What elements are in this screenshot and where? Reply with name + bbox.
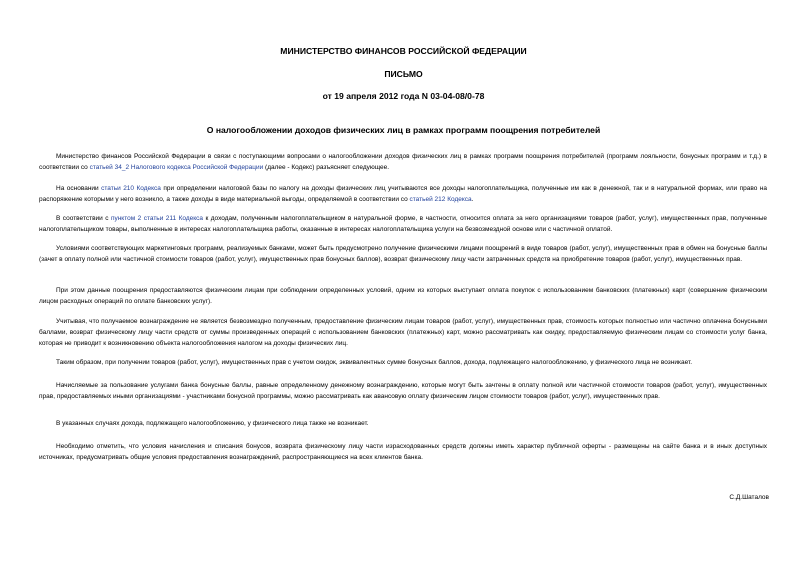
paragraph-3	[39, 213, 767, 235]
paragraph-1	[39, 151, 767, 173]
paragraph-4: Условиями соответствующих маркетинговых программ, реализуемых банками, может быть предусмотрено получение физическими лицами поощрений в виде товаров (работ, услуг), имущественных прав в обмен на бонусные баллы (зачет в оплату полной или частичной стоимости товаров (работ, услуг), имущественных прав бонусных баллов), возврат физическому лицу части затраченных средств на приобретение товаров (работ, услуг), имущественных прав.	[39, 245, 767, 263]
document-type: ПИСЬМО	[384, 69, 423, 79]
paragraph-2-text-a: На основании	[56, 185, 102, 192]
signature: С.Д.Шаталов	[729, 494, 769, 501]
paragraph-8: Начисляемые за пользование услугами банка бонусные баллы, равные определенному денежному вознаграждению, которые могут быть зачтены в оплату полной или частичной стоимости товаров (работ, услуг), имущественных прав, предоставляемых иными организациями - участниками бонусной программы, можно рассматривать как авансовую оплату физическим лицом стоимости товаров (работ, услуг), имущественных прав.	[39, 382, 767, 400]
paragraph-3-text-b: к доходам, полученным налогоплательщиком в натуральной форме, в частности, относится оплата за него организациями товаров (работ, услуг), имущественных прав, полученные налогоплательщиком товары, выполненные в интересах налогоплательщика работы, оказанные в интересах налогоплательщика услуги на безвозмездной основе или с частичной оплатой.	[39, 215, 767, 233]
document-subject: О налогообложении доходов физических лиц в рамках программ поощрения потребителей	[206, 125, 601, 135]
link-article-34-2[interactable]: статьей 34_2 Налогового кодекса Российской Федерации	[89, 164, 264, 171]
paragraph-1-text-a: Министерство финансов Российской Федерации в связи с поступающими вопросами о налогообложении доходов физических лиц в рамках программ поощрения потребителей (программ лояльности, бонусных программ и т.д.) в соответствии со	[39, 153, 767, 171]
paragraph-7: Таким образом, при получении товаров (работ, услуг), имущественных прав с учетом скидок, эквивалентных сумме бонусных баллов, дохода, подлежащего налогообложению, у физического лица не возникает.	[56, 359, 693, 366]
paragraph-2-text-b: при определении налоговой базы по налогу на доходы физических лиц учитываются все доходы налогоплательщика, полученные им как в денежной, так и в натуральной формах, или право на распоряжение которыми у него возникло, а также доходы в виде материальной выгоды, определяемой в соответствии со	[39, 185, 768, 203]
paragraph-2	[39, 183, 767, 205]
paragraph-6: Учитывая, что получаемое вознаграждение не является безвозмездно полученным, предоставление физическим лицам товаров (работ, услуг), имущественных прав, стоимость которых полностью или частично оплачена бонусными баллами, возврат физическому лицу части средств от суммы произведенных операций с использованием банковских (платежных) карт, можно рассматривать как скидку, предоставляемую физическим лицам со стоимости услуг банка, которая не приводит к возникновению объекта налогообложения налогом на доходы физических лиц.	[39, 318, 767, 347]
paragraph-9: В указанных случаях дохода, подлежащего налогообложению, у физического лица также не возникает.	[56, 420, 369, 427]
link-article-210[interactable]: статьи 210 Кодекса	[101, 185, 161, 192]
paragraph-5: При этом данные поощрения предоставляются физическим лицам при соблюдении определенных условий, одним из которых выступает оплата покупок с использованием банковских (платежных) карт (совершение физическим лицом расходных операций по оплате банковских услуг).	[39, 287, 767, 305]
link-article-212[interactable]: статьей 212 Кодекса	[409, 196, 472, 203]
ministry-heading: МИНИСТЕРСТВО ФИНАНСОВ РОССИЙСКОЙ ФЕДЕРАЦИИ	[280, 46, 527, 56]
document-date-number: от 19 апреля 2012 года N 03-04-08/0-78	[322, 91, 485, 101]
link-article-211-point-2[interactable]: пунктом 2 статьи 211 Кодекса	[110, 215, 204, 222]
paragraph-2-text-c: .	[471, 196, 474, 203]
paragraph-10: Необходимо отметить, что условия начисления и списания бонусов, возврата физическому лицу части израсходованных средств должны иметь характер публичной оферты - размещены на сайте банка и в иных доступных источниках, предусматривать общие условия предоставления вознаграждений, распространяющиеся на всех клиентов банка.	[39, 443, 767, 461]
paragraph-1-text-b: (далее - Кодекс) разъясняет следующее.	[263, 164, 390, 171]
paragraph-3-text-a: В соответствии с	[56, 215, 111, 222]
